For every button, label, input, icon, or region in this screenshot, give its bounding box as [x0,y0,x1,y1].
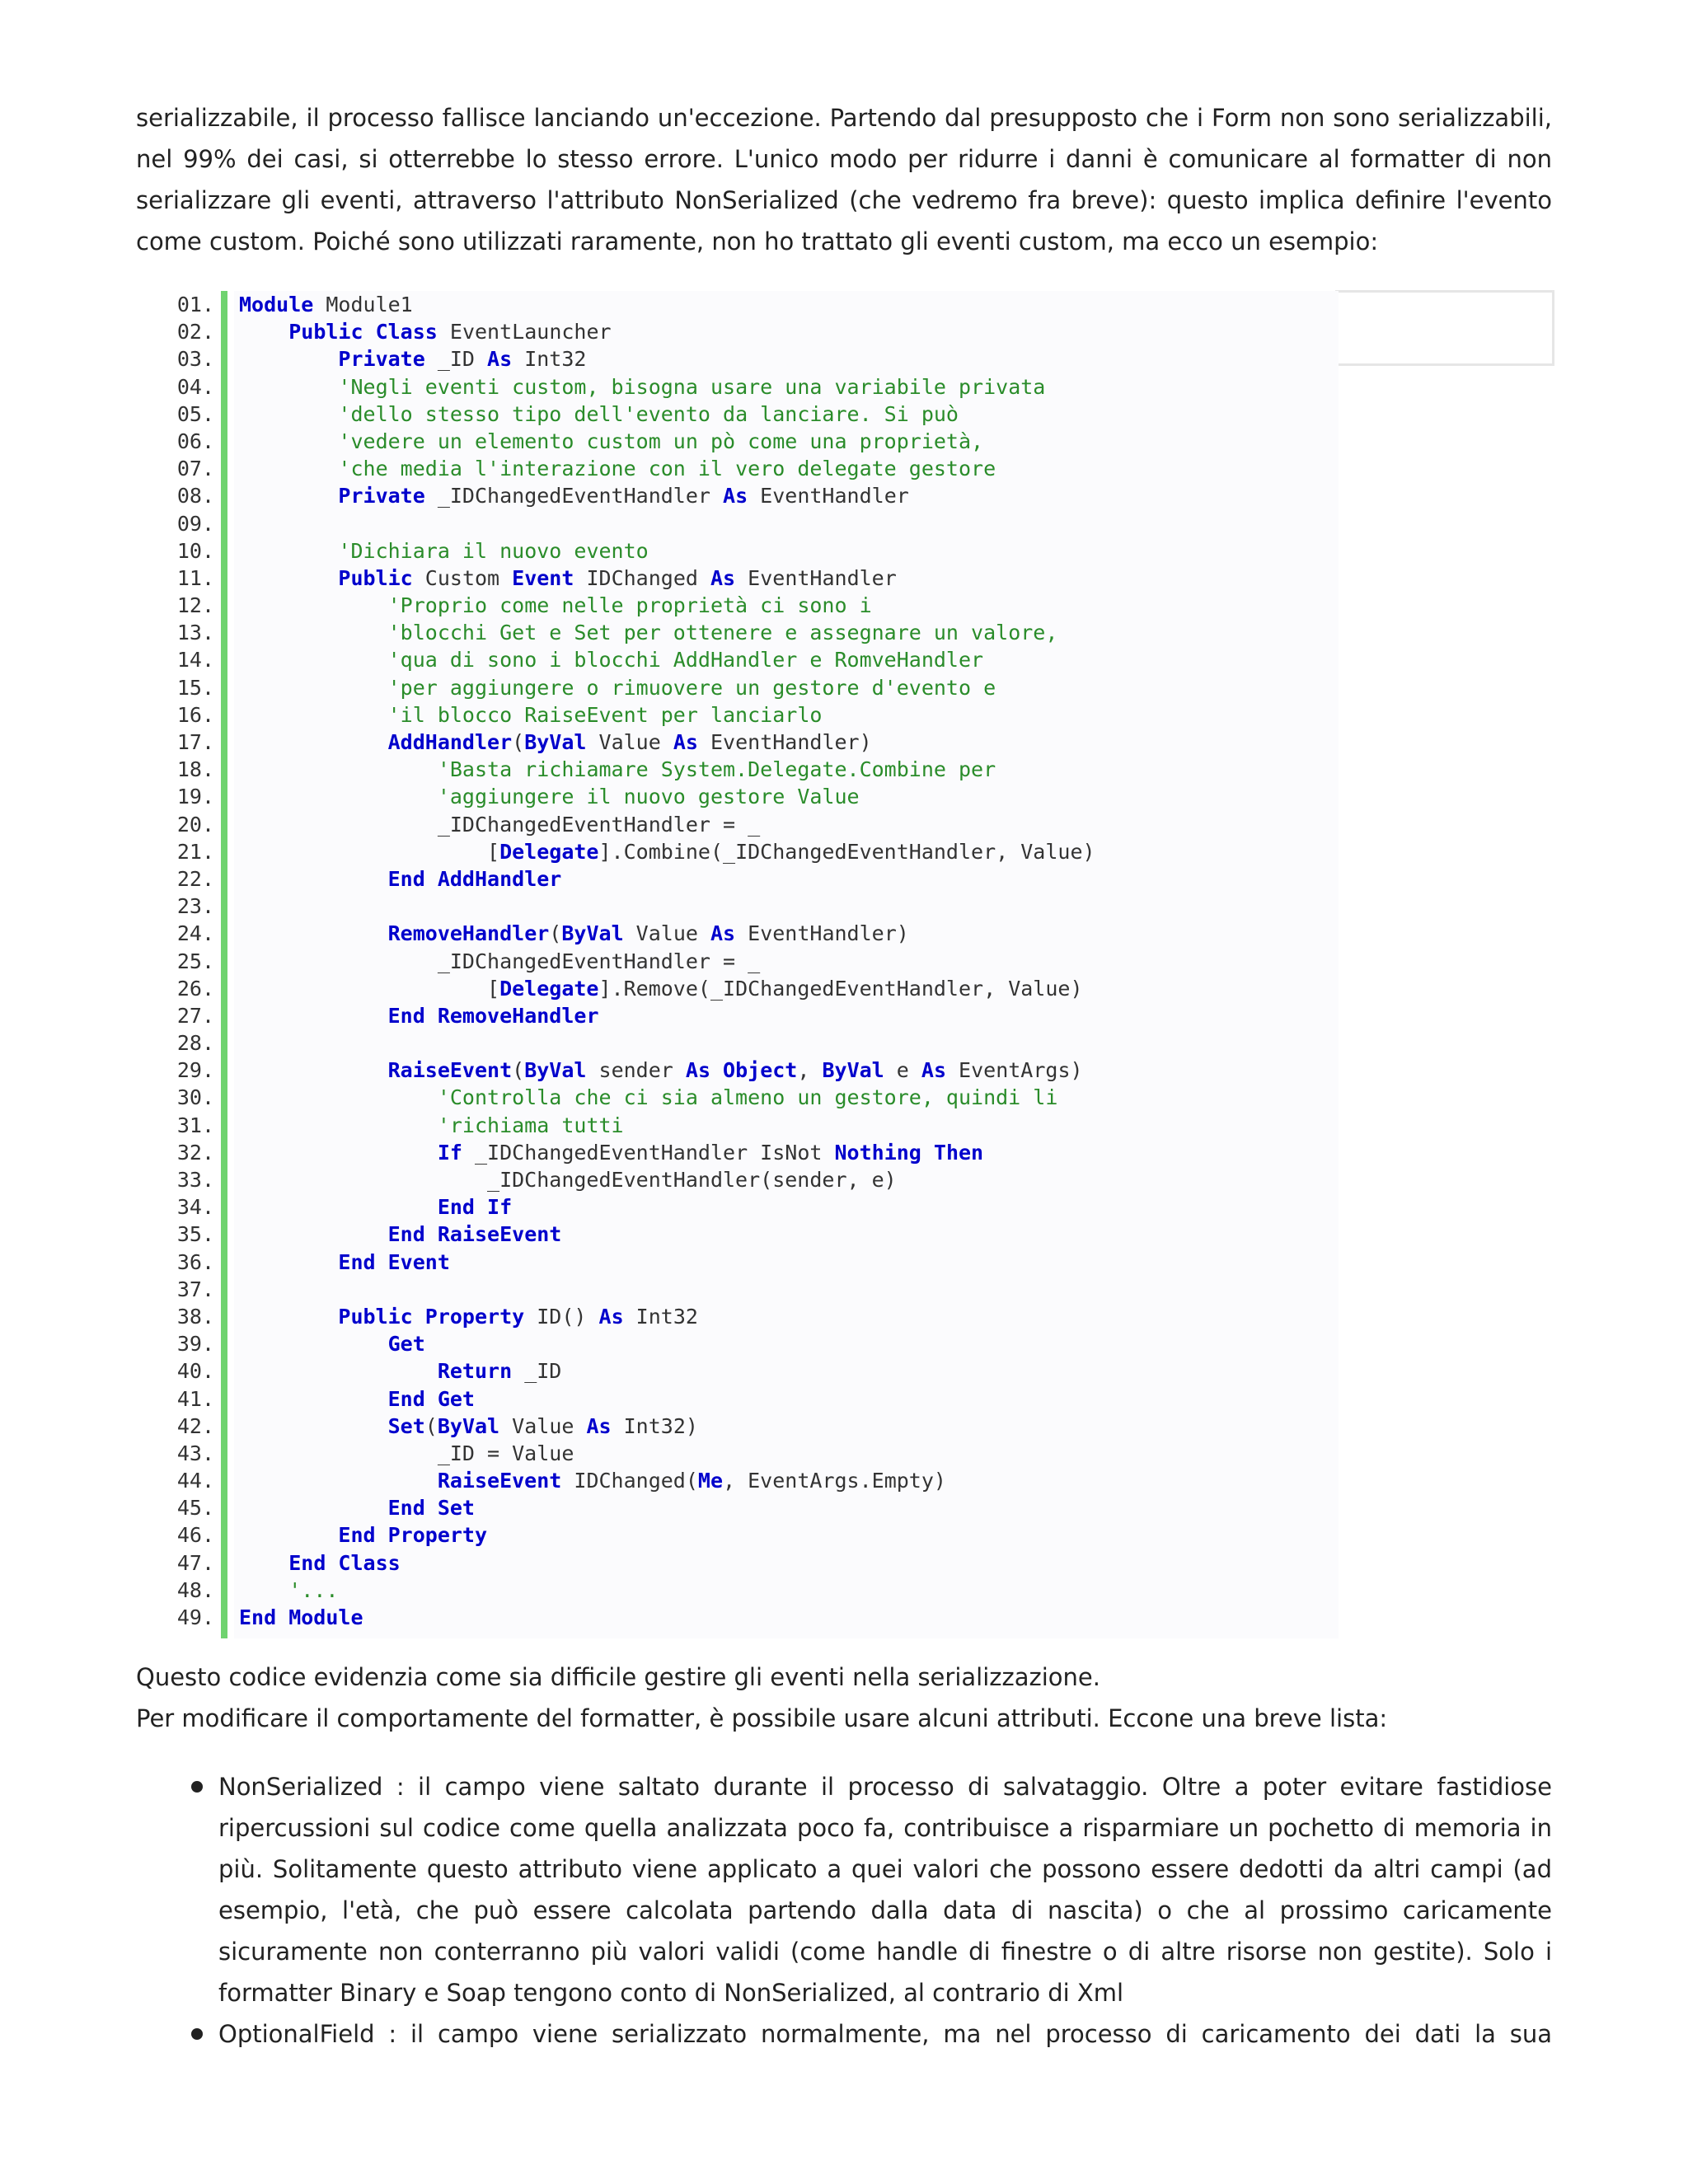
bullet-icon [191,1781,203,1793]
code-token [239,320,288,344]
code-keyword: As [723,484,748,509]
code-text [239,783,860,810]
code-token [239,1551,288,1575]
code-keyword: Event [512,565,574,590]
code-line [157,811,1179,838]
code-keyword: End RaiseEvent [387,1222,562,1247]
code-text [239,1604,363,1631]
code-line [157,865,1179,893]
code-token: Value [623,921,710,946]
code-text [239,1249,450,1276]
code-token: ].Remove(_IDChangedEventHandler, Value) [598,976,1083,1001]
code-line [157,646,1179,673]
code-token [239,1250,338,1274]
code-line [157,1029,1179,1057]
code-comment: 'blocchi Get e Set per ottenere e assegnare un valore, [387,621,1058,645]
code-token [239,1195,438,1219]
code-line [157,1303,1179,1330]
code-keyword: End Event [338,1249,450,1274]
code-keyword: Public [338,565,413,590]
code-text [239,401,959,428]
line-number: 35. [176,1222,214,1247]
code-line [157,756,1179,783]
code-line [157,1057,1179,1084]
code-text [239,811,760,838]
line-number: 24. [176,921,214,946]
code-token: _IDChangedEventHandler IsNot [462,1140,835,1165]
code-token: ( [512,730,525,754]
text-line: Questo codice evidenzia come sia difficile gestire gli eventi nella serializzazione. [136,1663,1100,1691]
code-text [239,482,909,509]
code-text [239,729,872,756]
code-text [239,1193,512,1221]
code-line [157,1357,1179,1385]
line-number: 33. [176,1168,214,1192]
line-number: 03. [176,347,214,372]
after-code-paragraph [136,1657,1552,1739]
code-keyword: RemoveHandler [387,921,550,946]
code-token: Int32 [623,1304,698,1329]
list-item-nonserialized [218,1766,1552,2013]
code-token [239,648,388,672]
code-token: EventHandler [735,565,897,590]
code-token: Int32) [611,1413,698,1438]
code-keyword: ByVal [524,1058,587,1083]
code-line [157,1604,1179,1631]
line-number: 09. [176,511,214,536]
line-number: 30. [176,1085,214,1110]
code-token [239,730,388,754]
code-token [239,1004,388,1028]
code-block [157,291,1179,1631]
text-line: esempio, l'età, che può essere calcolata partendo dalla data di nascita) o che al prossimo caricamente [218,1896,1552,1924]
code-text [239,592,872,619]
line-number: 23. [176,894,214,919]
text-line: ripercussioni sul codice come quella analizzata poco fa, contribuisce a risparmiare un pochetto di memoria in [218,1814,1552,1842]
line-number: 45. [176,1496,214,1521]
code-token: e [884,1058,921,1083]
text-line: serializzare gli eventi, attraverso l'attributo NonSerialized (che vedremo fra breve): questo implica definire l'evento [136,186,1552,214]
code-comment: 'Negli eventi custom, bisogna usare una variabile privata [338,374,1046,399]
code-line [157,1521,1179,1549]
code-token: [ [239,839,500,864]
code-text [239,537,649,565]
code-token [239,375,338,399]
text-line: nel 99% dei casi, si otterrebbe lo stesso errore. L'unico modo per ridurre i danni è comunicare al formatter di non [136,145,1552,173]
line-number: 28. [176,1031,214,1056]
code-token: _IDChangedEventHandler(sender, e) [239,1168,897,1192]
code-line [157,1440,1179,1467]
code-text [239,1002,599,1029]
code-token [239,429,338,453]
code-token [239,566,338,590]
code-token: _ID [424,347,488,372]
code-token [239,1141,438,1165]
code-token [239,1058,388,1082]
text-line: più. Solitamente questo attributo viene applicato a quei valori che possono essere dedotti da altri campi (ad [218,1855,1552,1883]
code-token: Int32 [512,347,587,372]
code-token: Custom [412,565,513,590]
line-number: 29. [176,1058,214,1083]
code-keyword: Nothing Then [834,1140,984,1165]
code-keyword: As [586,1413,612,1438]
code-token: _IDChangedEventHandler = _ [239,949,761,973]
code-token: ID() [524,1304,599,1329]
code-token [239,1359,438,1383]
line-number: 07. [176,457,214,481]
code-text [239,619,1057,646]
code-comment: 'Proprio come nelle proprietà ci sono i [387,593,872,618]
code-line [157,1577,1179,1604]
code-token [239,1387,388,1411]
code-keyword: End Property [338,1523,488,1548]
line-number: 25. [176,949,214,973]
code-text [239,1385,475,1413]
code-token [239,757,438,781]
code-token: ( [424,1413,438,1438]
code-token [239,402,338,426]
code-keyword: Private [338,484,425,509]
code-line [157,1413,1179,1440]
line-number: 16. [176,702,214,727]
code-comment: 'Basta richiamare System.Delegate.Combine per [437,757,996,782]
code-token: Module1 [326,293,413,316]
code-keyword: End If [437,1195,513,1220]
code-token [239,1085,438,1109]
code-keyword: Private [338,347,425,372]
code-line [157,729,1179,756]
code-token [239,1332,388,1356]
code-keyword: Delegate [499,976,599,1001]
code-token [239,867,388,891]
code-keyword: End Module [239,1605,363,1629]
code-text [239,1057,1083,1084]
line-number: 14. [176,648,214,673]
code-text [239,838,1095,865]
text-line: come custom. Poiché sono utilizzati raramente, non ho trattato gli eventi custom, ma ecco un esempio: [136,227,1379,255]
code-token [239,539,338,563]
code-token [239,676,388,700]
code-text [239,1221,561,1248]
line-number: 49. [176,1605,214,1629]
line-number: 15. [176,675,214,700]
code-text [239,1166,897,1193]
code-token: sender [586,1058,686,1083]
line-number: 31. [176,1113,214,1137]
code-comment: 'per aggiungere o rimuovere un gestore d'evento e [387,675,996,700]
line-number: 02. [176,320,214,344]
code-line [157,1494,1179,1521]
code-token: EventArgs) [946,1058,1083,1083]
code-line [157,537,1179,565]
code-token [239,1222,388,1246]
code-keyword: Module [239,293,314,316]
code-line [157,373,1179,401]
line-number: 22. [176,866,214,891]
code-keyword: As [487,347,513,372]
code-line [157,510,1179,537]
code-text [239,455,996,482]
bullet-icon [191,2028,203,2040]
code-line [157,948,1179,975]
code-line [157,318,1179,345]
code-line [157,1467,1179,1494]
code-keyword: ByVal [524,730,587,754]
code-keyword: As [921,1058,946,1083]
code-token [239,1496,388,1520]
code-comment: 'qua di sono i blocchi AddHandler e RomveHandler [387,648,984,673]
code-line [157,592,1179,619]
code-line [157,1385,1179,1413]
intro-paragraph [136,97,1552,262]
code-line [157,455,1179,482]
code-text [239,1549,401,1577]
code-line [157,674,1179,701]
code-line [157,482,1179,509]
code-token: Value [586,730,673,754]
code-keyword: End AddHandler [387,866,562,891]
code-token: IDChanged [574,565,710,590]
line-number: 48. [176,1577,214,1602]
code-comment: 'Controlla che ci sia almeno un gestore, quindi li [437,1085,1058,1110]
code-keyword: If [437,1140,462,1165]
code-text [239,1112,624,1139]
text-line: formatter Binary e Soap tengono conto di NonSerialized, al contrario di Xml [218,1979,1124,2007]
code-keyword: ByVal [822,1058,884,1083]
code-text [239,701,822,729]
code-token [239,1469,438,1493]
code-line [157,1549,1179,1577]
code-token [239,1305,338,1329]
code-text [239,565,897,592]
code-token: IDChanged( [561,1469,698,1493]
line-number: 01. [176,293,214,316]
code-comment: 'vedere un elemento custom un pò come una proprietà, [338,429,984,453]
code-token [239,593,388,617]
line-number: 13. [176,621,214,645]
text-line: sicuramente non conterranno più valori validi (come handle di finestre o di altre risorse non gestite). Solo i [218,1938,1552,1966]
code-line [157,1139,1179,1166]
code-text [239,948,760,975]
line-number: 26. [176,976,214,1001]
code-keyword: As [673,730,698,754]
code-token [239,1523,338,1547]
line-number: 46. [176,1523,214,1548]
code-token [239,921,388,945]
code-comment: 'aggiungere il nuovo gestore Value [437,785,860,809]
code-text [239,756,996,783]
code-line [157,1276,1179,1303]
code-keyword: Delegate [499,839,599,864]
code-comment: 'il blocco RaiseEvent per lanciarlo [387,702,823,727]
code-token: ( [512,1058,525,1083]
code-keyword: End Class [288,1550,401,1575]
code-token: _ID = Value [239,1441,574,1465]
code-text [239,428,983,455]
code-keyword: End Set [387,1496,475,1521]
code-token [239,1578,288,1602]
code-line [157,345,1179,373]
code-keyword: RaiseEvent [437,1469,562,1493]
line-number: 06. [176,429,214,453]
code-line [157,291,1179,318]
code-token [239,484,338,508]
code-token: _IDChangedEventHandler = _ [239,812,761,837]
code-token: ].Combine(_IDChangedEventHandler, Value) [598,839,1095,864]
line-number: 08. [176,484,214,509]
code-text [239,1357,561,1385]
code-token [239,621,388,644]
code-line [157,838,1179,865]
code-text [239,373,1045,401]
code-line [157,619,1179,646]
code-keyword: AddHandler [387,730,513,754]
code-comment: 'richiama tutti [437,1113,624,1137]
line-number: 47. [176,1550,214,1575]
code-token: EventHandler) [697,730,872,754]
line-number: 36. [176,1249,214,1274]
code-text [239,1494,475,1521]
line-number: 42. [176,1413,214,1438]
code-token: _ID [512,1359,562,1384]
code-token: EventHandler) [735,921,909,946]
code-line [157,701,1179,729]
code-keyword: Public Property [338,1304,525,1329]
code-line [157,1002,1179,1029]
code-line [157,428,1179,455]
code-comment: 'dello stesso tipo dell'evento da lanciare. Si può [338,401,959,426]
code-token [239,457,338,480]
line-number: 34. [176,1195,214,1220]
text-line: OptionalField : il campo viene serializzato normalmente, ma nel processo di caricamento dei dati la sua [218,2020,1552,2048]
code-token: EventHandler [748,484,909,509]
code-comment: '... [288,1577,339,1602]
code-keyword: End Get [387,1386,475,1411]
line-number: 40. [176,1359,214,1384]
code-keyword: As [710,921,736,946]
code-comment: 'Dichiara il nuovo evento [338,538,649,563]
code-text [239,674,996,701]
code-keyword: ByVal [437,1413,500,1438]
line-number: 05. [176,401,214,426]
code-text [239,345,586,373]
code-text [239,1330,425,1357]
code-token: , EventArgs.Empty) [723,1469,946,1493]
line-number: 32. [176,1140,214,1165]
code-line [157,1330,1179,1357]
code-text [239,1139,983,1166]
list-item-optionalfield [218,2013,1552,2055]
code-text [239,1084,1057,1111]
code-line [157,1084,1179,1111]
code-text [239,1303,698,1330]
line-number: 44. [176,1469,214,1493]
text-line: serializzabile, il processo fallisce lanciando un'eccezione. Partendo dal presupposto che i Form non sono serializzabili, [136,104,1552,132]
line-number: 41. [176,1386,214,1411]
text-line: NonSerialized : il campo viene saltato durante il processo di salvataggio. Oltre a poter evitare fastidiose [218,1773,1552,1801]
code-keyword: Return [437,1359,513,1384]
line-number: 27. [176,1003,214,1028]
code-text [239,865,561,893]
code-text [239,646,983,673]
code-token: _IDChangedEventHandler [424,484,724,509]
line-number: 38. [176,1304,214,1329]
code-token: ( [549,921,562,946]
code-token [239,1414,388,1438]
line-number: 20. [176,812,214,837]
code-keyword: As [710,565,736,590]
code-line [157,1166,1179,1193]
code-text [239,291,413,318]
code-token [239,347,338,371]
line-number: 39. [176,1332,214,1357]
code-token: , [797,1058,823,1083]
code-line [157,401,1179,428]
code-text [239,318,612,345]
code-keyword: As [598,1304,624,1329]
line-number: 10. [176,538,214,563]
code-token [239,785,438,808]
code-line [157,893,1179,920]
line-number: 19. [176,785,214,809]
code-text [239,1467,946,1494]
code-line [157,975,1179,1002]
code-line [157,1112,1179,1139]
code-comment: 'che media l'interazione con il vero delegate gestore [338,457,996,481]
code-line [157,565,1179,592]
code-keyword: Get [387,1332,425,1357]
code-token [239,703,388,727]
code-keyword: RaiseEvent [387,1058,513,1083]
code-keyword: Public Class [288,320,438,344]
code-token: EventLauncher [449,320,612,344]
code-keyword: Set [387,1413,425,1438]
code-keyword: Me [697,1469,724,1493]
line-number: 11. [176,565,214,590]
line-number: 43. [176,1441,214,1465]
line-number: 37. [176,1277,214,1301]
code-line [157,783,1179,810]
code-text [239,1413,698,1440]
code-line [157,1221,1179,1248]
code-token: [ [239,976,500,1001]
code-text [239,1440,574,1467]
line-number: 17. [176,730,214,754]
code-line [157,920,1179,947]
line-number: 21. [176,839,214,864]
empty-box [1335,290,1554,366]
code-text [239,1577,338,1604]
line-number: 18. [176,757,214,782]
code-line [157,1249,1179,1276]
code-keyword: ByVal [561,921,624,946]
code-token: Value [499,1413,587,1438]
code-text [239,1521,487,1549]
text-line: Per modificare il comportamente del formatter, è possibile usare alcuni attributi. Eccone una breve lista: [136,1704,1388,1732]
line-number: 04. [176,374,214,399]
code-text [239,975,1083,1002]
code-token [239,1113,438,1137]
code-keyword: End RemoveHandler [387,1003,599,1028]
line-number: 12. [176,593,214,618]
code-line [157,1193,1179,1221]
code-text [239,920,909,947]
code-keyword: As Object [685,1058,798,1083]
